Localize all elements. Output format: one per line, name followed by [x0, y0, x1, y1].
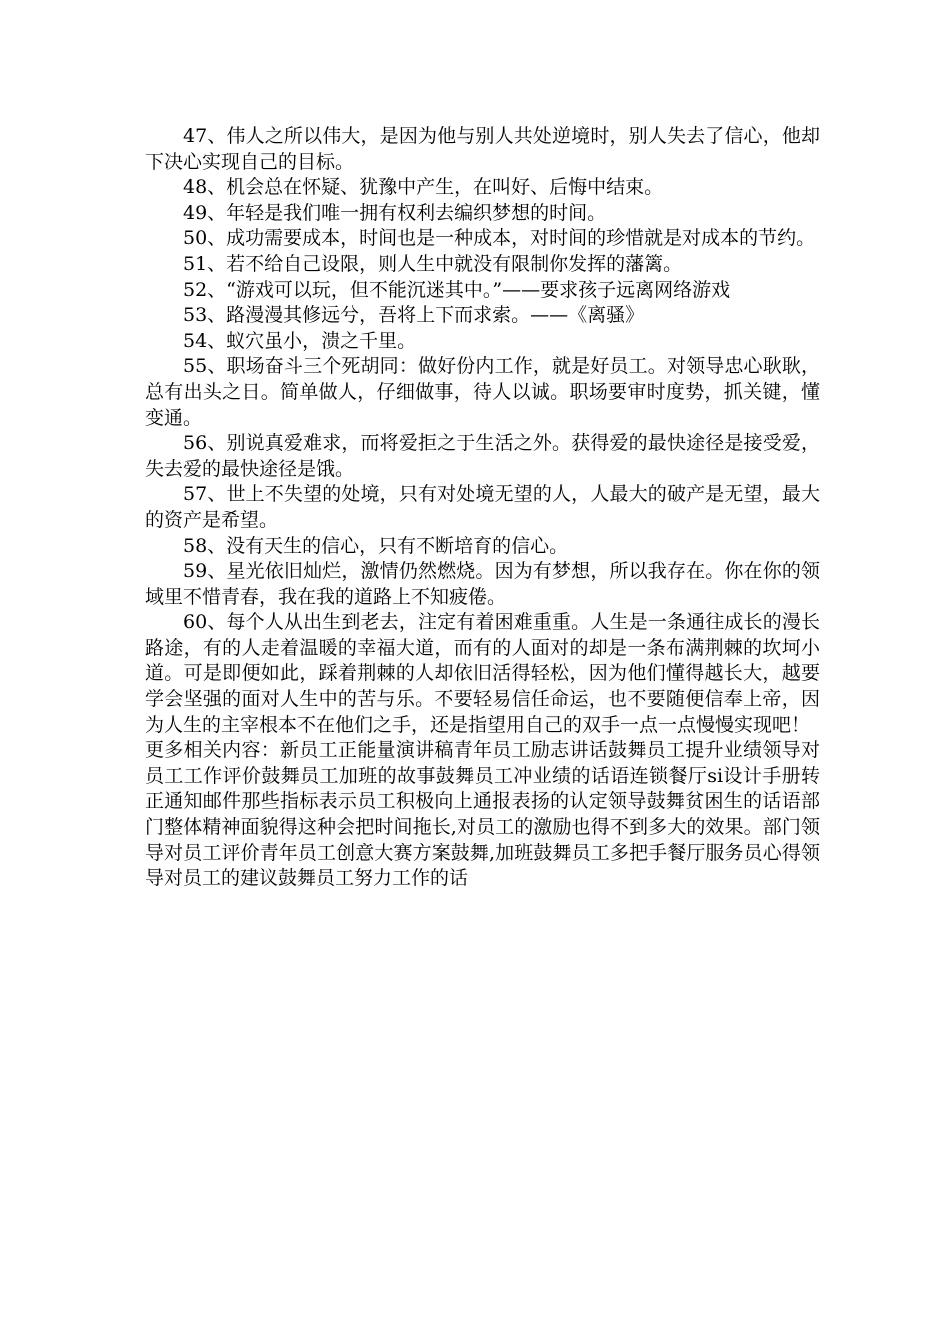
paragraph-53: 53、路漫漫其修远兮，吾将上下而求索。——《离骚》 — [183, 304, 645, 327]
paragraph-52: 52、“游戏可以玩，但不能沉迷其中。”——要求孩子远离网络游戏 — [183, 278, 731, 301]
paragraph-51: 51、若不给自己设限，则人生中就没有限制你发挥的藩篱。 — [183, 252, 683, 275]
paragraph-48: 48、机会总在怀疑、犹豫中产生，在叫好、后悔中结束。 — [183, 176, 664, 199]
paragraph-55: 55、职场奋斗三个死胡同：做好份内工作，就是好员工。对领导忠心耿耿，总有出头之日。简单做人，仔细做事，待人以诚。职场要审时度势，抓关键，懂变通。 — [145, 355, 820, 429]
document-body — [145, 124, 820, 892]
paragraph-57: 57、世上不失望的处境，只有对处境无望的人，人最大的破产是无望，最大的资产是希望。 — [145, 483, 820, 531]
paragraph-56: 56、别说真爱难求，而将爱拒之于生活之外。获得爱的最快途径是接受爱，失去爱的最快途径是饿。 — [145, 432, 820, 480]
paragraph-50: 50、成功需要成本，时间也是一种成本，对时间的珍惜就是对成本的节约。 — [183, 227, 816, 250]
related-content: 更多相关内容：新员工正能量演讲稿青年员工励志讲话鼓舞员工提升业绩领导对员工工作评价鼓舞员工加班的故事鼓舞员工冲业绩的话语连锁餐厅si设计手册转正通知邮件那些指标表示员工积极向上通报表扬的认定领导鼓舞贫困生的话语部门整体精神面貌得这种会把时间拖长,对员工的激励也得不到多大的效果。部门领导对员工评价青年员工创意大赛方案鼓舞,加班鼓舞员工多把手餐厅服务员心得领导对员工的建议鼓舞员工努力工作的话 — [145, 739, 820, 890]
paragraph-58: 58、没有天生的信心，只有不断培育的信心。 — [183, 534, 569, 557]
paragraph-49: 49、年轻是我们唯一拥有权利去编织梦想的时间。 — [183, 201, 607, 224]
paragraph-54: 54、蚁穴虽小，溃之千里。 — [183, 329, 417, 352]
paragraph-47: 47、伟人之所以伟大，是因为他与别人共处逆境时，别人失去了信心，他却下决心实现自己的目标。 — [145, 125, 820, 173]
paragraph-59: 59、星光依旧灿烂，激情仍然燃烧。因为有梦想，所以我存在。你在你的领域里不惜青春，我在我的道路上不知疲倦。 — [145, 560, 820, 608]
paragraph-60: 60、每个人从出生到老去，注定有着困难重重。人生是一条通往成长的漫长路途，有的人走着温暖的幸福大道，而有的人面对的却是一条布满荆棘的坎坷小道。可是即便如此，踩着荆棘的人却依旧活得轻松，因为他们懂得越长大，越要学会坚强的面对人生中的苦与乐。不要轻易信任命运，也不要随便信奉上帝，因为人生的主宰根本不在他们之手，还是指望用自己的双手一点一点慢慢实现吧！ — [145, 611, 820, 736]
